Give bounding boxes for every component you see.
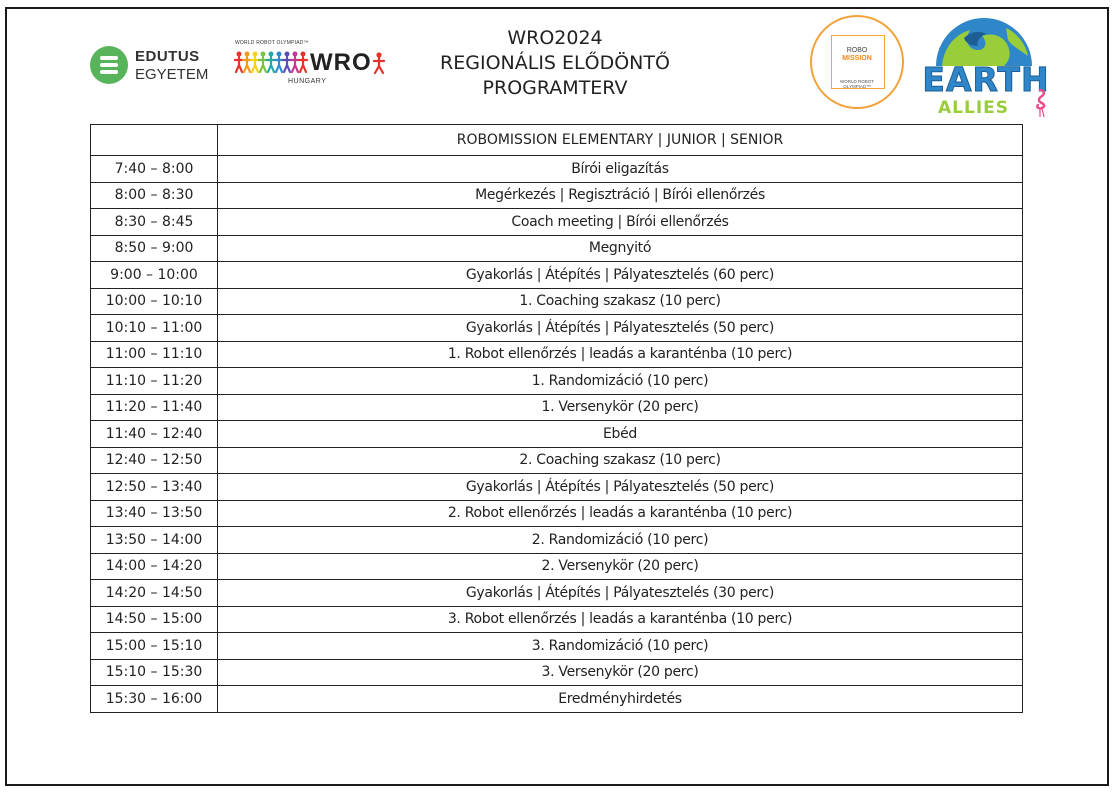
table-row: [91, 182, 1023, 209]
title-line-2: REGIONÁLIS ELŐDÖNTŐ: [440, 52, 670, 74]
wro-top-text: WORLD ROBOT OLYMPIAD™: [235, 40, 309, 46]
activity-cell: Ebéd: [218, 421, 1023, 448]
activity-cell: Eredményhirdetés: [218, 686, 1023, 713]
activity-cell: Gyakorlás | Átépítés | Pályatesztelés (60 perc): [218, 262, 1023, 289]
time-cell: 11:00 – 11:10: [91, 341, 218, 368]
time-cell: 15:00 – 15:10: [91, 633, 218, 660]
schedule-table: [90, 124, 1023, 713]
robomission-text-wro-1: WORLD ROBOT: [839, 79, 874, 84]
table-header-row: [91, 125, 1023, 156]
time-cell: 10:00 – 10:10: [91, 288, 218, 315]
time-cell: 12:40 – 12:50: [91, 447, 218, 474]
activity-cell: Megnyitó: [218, 235, 1023, 262]
edutus-subtitle: EGYETEM: [135, 66, 209, 83]
time-cell: 15:30 – 16:00: [91, 686, 218, 713]
activity-cell: 3. Robot ellenőrzés | leadás a karanténba (10 perc): [218, 606, 1023, 633]
table-row: [91, 315, 1023, 342]
header-cell-time: [91, 125, 218, 156]
time-cell: 12:50 – 13:40: [91, 474, 218, 501]
flamingo-icon: [1030, 88, 1050, 118]
table-row: [91, 686, 1023, 713]
activity-cell: 2. Versenykör (20 perc): [218, 553, 1023, 580]
activity-cell: Gyakorlás | Átépítés | Pályatesztelés (50 perc): [218, 474, 1023, 501]
table-row: [91, 262, 1023, 289]
time-cell: 14:20 – 14:50: [91, 580, 218, 607]
table-row: [91, 341, 1023, 368]
time-cell: 7:40 – 8:00: [91, 156, 218, 183]
table-row: [91, 606, 1023, 633]
activity-cell: Gyakorlás | Átépítés | Pályatesztelés (30 perc): [218, 580, 1023, 607]
robomission-text-robo: ROBO: [846, 47, 868, 54]
time-cell: 9:00 – 10:00: [91, 262, 218, 289]
activity-cell: 1. Randomizáció (10 perc): [218, 368, 1023, 395]
table-row: [91, 474, 1023, 501]
activity-cell: Coach meeting | Bírói ellenőrzés: [218, 209, 1023, 236]
page-title: [395, 26, 715, 101]
table-row: [91, 500, 1023, 527]
table-row: [91, 421, 1023, 448]
wro-people-icon: [234, 50, 310, 74]
time-cell: 14:50 – 15:00: [91, 606, 218, 633]
wro-country: HUNGARY: [288, 78, 327, 85]
table-row: [91, 553, 1023, 580]
time-cell: 8:30 – 8:45: [91, 209, 218, 236]
robomission-text-wro-2: OLYMPIAD™: [843, 84, 871, 89]
allies-wordmark: ALLIES: [938, 98, 1010, 118]
robomission-logo: [810, 15, 904, 109]
table-row: [91, 659, 1023, 686]
time-cell: 11:10 – 11:20: [91, 368, 218, 395]
time-cell: 11:40 – 12:40: [91, 421, 218, 448]
activity-cell: 1. Coaching szakasz (10 perc): [218, 288, 1023, 315]
header-cell-category: ROBOMISSION ELEMENTARY | JUNIOR | SENIOR: [218, 125, 1023, 156]
time-cell: 13:50 – 14:00: [91, 527, 218, 554]
table-row: [91, 156, 1023, 183]
activity-cell: 2. Randomizáció (10 perc): [218, 527, 1023, 554]
activity-cell: 2. Coaching szakasz (10 perc): [218, 447, 1023, 474]
activity-cell: 2. Robot ellenőrzés | leadás a karanténba (10 perc): [218, 500, 1023, 527]
time-cell: 8:50 – 9:00: [91, 235, 218, 262]
edutus-mark-icon: [90, 46, 128, 84]
time-cell: 14:00 – 14:20: [91, 553, 218, 580]
edutus-name: EDUTUS: [135, 48, 200, 65]
table-row: [91, 447, 1023, 474]
time-cell: 11:20 – 11:40: [91, 394, 218, 421]
schedule-body: [91, 156, 1023, 713]
table-row: [91, 209, 1023, 236]
table-row: [91, 368, 1023, 395]
title-line-1: WRO2024: [507, 27, 603, 49]
wro-hungary-logo: [232, 40, 392, 90]
activity-cell: Gyakorlás | Átépítés | Pályatesztelés (50 perc): [218, 315, 1023, 342]
earth-wordmark: EARTH: [922, 60, 1050, 99]
time-cell: 10:10 – 11:00: [91, 315, 218, 342]
earth-allies-logo: [912, 14, 1060, 118]
table-row: [91, 288, 1023, 315]
time-cell: 8:00 – 8:30: [91, 182, 218, 209]
robomission-text-mission: MISSION: [842, 55, 872, 62]
activity-cell: 3. Versenykör (20 perc): [218, 659, 1023, 686]
activity-cell: 3. Randomizáció (10 perc): [218, 633, 1023, 660]
activity-cell: Megérkezés | Regisztráció | Bírói ellenőrzés: [218, 182, 1023, 209]
table-row: [91, 580, 1023, 607]
wro-wordmark: WRO: [310, 49, 372, 76]
table-row: [91, 633, 1023, 660]
table-row: [91, 235, 1023, 262]
title-line-3: PROGRAMTERV: [482, 77, 628, 99]
time-cell: 15:10 – 15:30: [91, 659, 218, 686]
activity-cell: 1. Versenykör (20 perc): [218, 394, 1023, 421]
robomission-text-wro: [812, 79, 902, 89]
time-cell: 13:40 – 13:50: [91, 500, 218, 527]
wro-figure-icon: [372, 52, 386, 74]
table-row: [91, 527, 1023, 554]
activity-cell: 1. Robot ellenőrzés | leadás a karanténba (10 perc): [218, 341, 1023, 368]
activity-cell: Bírói eligazítás: [218, 156, 1023, 183]
table-row: [91, 394, 1023, 421]
